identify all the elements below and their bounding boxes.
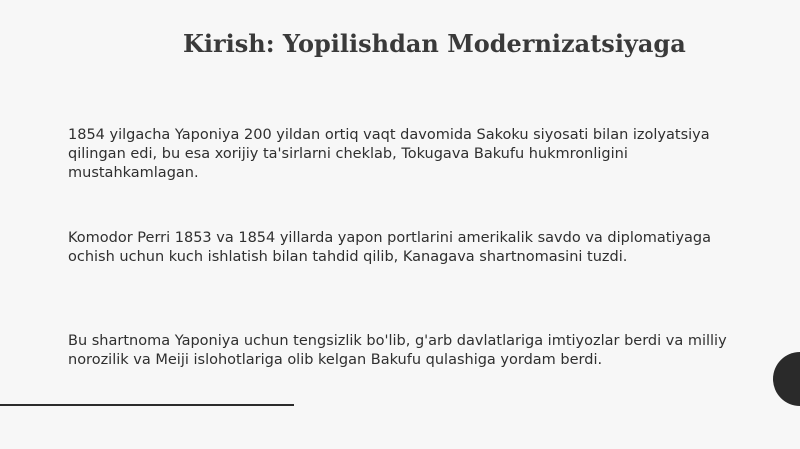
slide-title: Kirish: Yopilishdan Modernizatsiyaga (183, 29, 686, 58)
paragraph-1: 1854 yilgacha Yaponiya 200 yildan ortiq vaqt davomida Sakoku siyosati bilan izolyatsiya qilingan edi, bu esa xorijiy ta'sirlarni cheklab, Tokugava Bakufu hukmronligini mustahkamlagan. (68, 127, 710, 181)
divider-line (0, 404, 294, 406)
decorative-circle (773, 352, 800, 406)
paragraph-2: Komodor Perri 1853 va 1854 yillarda yapon portlarini amerikalik savdo va diplomatiyaga ochish uchun kuch ishlatish bilan tahdid qilib, Kanagava shartnomasini tuzdi. (68, 230, 712, 265)
paragraph-3: Bu shartnoma Yaponiya uchun tengsizlik bo'lib, g'arb davlatlariga imtiyozlar berdi va milliy norozilik va Meiji islohotlariga olib kelgan Bakufu qulashiga yordam berdi. (68, 333, 727, 368)
